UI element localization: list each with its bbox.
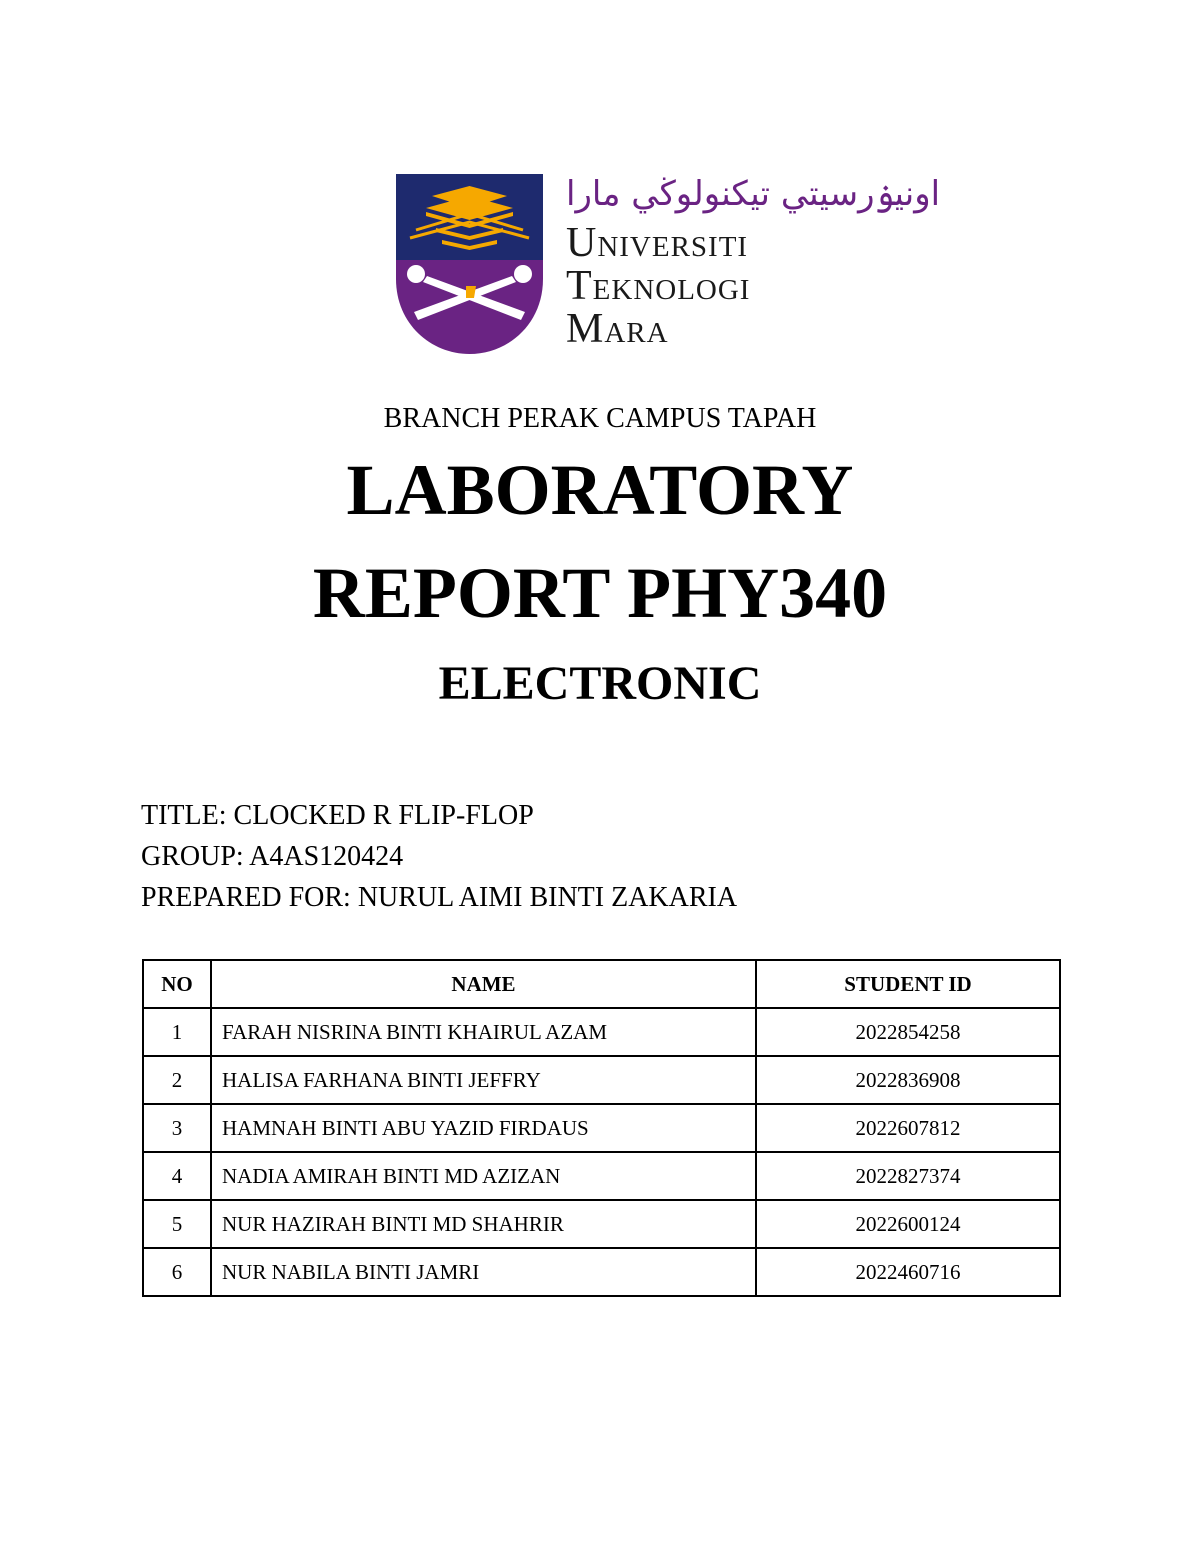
row-student-id: 2022836908	[756, 1056, 1060, 1104]
logo-jawi-text: اونيۏرسيتي تيکنولوڬي مارا	[566, 174, 941, 214]
report-title-line-2: REPORT PHY340	[312, 553, 888, 633]
subject-name: ELECTRONIC	[438, 657, 762, 710]
header-student-id: STUDENT ID	[756, 960, 1060, 1008]
row-name: FARAH NISRINA BINTI KHAIRUL AZAM	[211, 1008, 756, 1056]
table-row	[143, 1104, 1060, 1152]
row-no: 2	[143, 1056, 211, 1104]
table-row	[143, 1152, 1060, 1200]
uitm-crest-icon	[396, 174, 543, 354]
logo-name-line-3: Mara	[566, 306, 669, 352]
row-no: 3	[143, 1104, 211, 1152]
report-title-line-1: LABORATORY	[346, 450, 854, 530]
table-row	[143, 1248, 1060, 1296]
header-name: NAME	[211, 960, 756, 1008]
row-student-id: 2022854258	[756, 1008, 1060, 1056]
header-no: NO	[143, 960, 211, 1008]
row-name: NUR NABILA BINTI JAMRI	[211, 1248, 756, 1296]
row-no: 1	[143, 1008, 211, 1056]
table-row	[143, 1008, 1060, 1056]
prepared-for-field: PREPARED FOR: NURUL AIMI BINTI ZAKARIA	[141, 882, 738, 913]
row-no: 6	[143, 1248, 211, 1296]
row-name: HALISA FARHANA BINTI JEFFRY	[211, 1056, 756, 1104]
campus-name: BRANCH PERAK CAMPUS TAPAH	[383, 403, 817, 434]
table-header-row	[143, 960, 1060, 1008]
logo-name-line-2: Teknologi	[566, 263, 751, 309]
row-no: 4	[143, 1152, 211, 1200]
logo-name-line-1: Universiti	[566, 220, 749, 266]
report-info	[141, 795, 737, 918]
row-name: HAMNAH BINTI ABU YAZID FIRDAUS	[211, 1104, 756, 1152]
row-no: 5	[143, 1200, 211, 1248]
table-row	[143, 1056, 1060, 1104]
members-table	[142, 959, 1061, 1297]
university-logo	[396, 174, 941, 354]
report-title-field: TITLE: CLOCKED R FLIP-FLOP	[141, 800, 534, 831]
row-name: NUR HAZIRAH BINTI MD SHAHRIR	[211, 1200, 756, 1248]
table-row	[143, 1200, 1060, 1248]
logo-university-name	[566, 222, 750, 351]
row-name: NADIA AMIRAH BINTI MD AZIZAN	[211, 1152, 756, 1200]
row-student-id: 2022827374	[756, 1152, 1060, 1200]
row-student-id: 2022460716	[756, 1248, 1060, 1296]
group-field: GROUP: A4AS120424	[141, 841, 404, 872]
row-student-id: 2022607812	[756, 1104, 1060, 1152]
row-student-id: 2022600124	[756, 1200, 1060, 1248]
